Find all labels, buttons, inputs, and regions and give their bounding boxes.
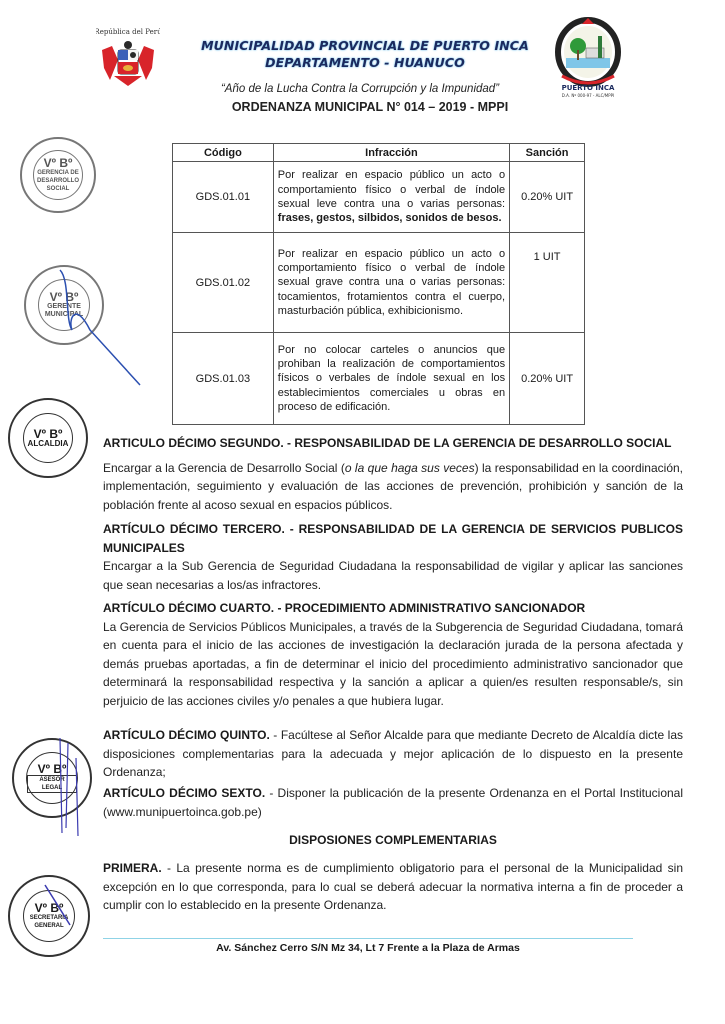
article-heading: ARTICULO DÉCIMO SEGUNDO. - RESPONSABILIDAD DE LA GERENCIA DE DESARROLLO SOCIAL <box>103 436 672 450</box>
infraction-text: Por realizar en espacio público un acto o comportamiento físico o verbal de índole sexual leve contra una o varias personas: <box>277 169 506 210</box>
article-15 <box>103 726 683 782</box>
signature-gerente-municipal <box>40 260 150 390</box>
infractions-table <box>172 143 585 425</box>
infraction-description: Por realizar en espacio público un acto o comportamiento físico o verbal de índole sexual grave contra una o varias personas: tocamientos, frotamientos contra el cuerpo, masturbación pública, exhibicionismo. <box>273 233 509 333</box>
provision-label: PRIMERA. <box>103 861 162 875</box>
article-body: - Disponer la publicación de la presente Ordenanza en el Portal Institucional (www.munipuertoinca.gob.pe) <box>103 786 684 819</box>
complementary-first <box>103 859 683 915</box>
table-header-row <box>173 144 585 162</box>
complementary-provisions-heading: DISPOSIONES COMPLEMENTARIAS <box>289 833 497 847</box>
article-body: La Gerencia de Servicios Públicos Municipales, a través de la Subgerencia de Seguridad Ciudadana, tomará en cuenta para el inicio de las acciones de investigación la declaración jurada de la persona afectada y demás pruebas aportadas, a fin de determinar el inicio del procedimiento administrativo sancionador que determinará la responsabilidad respectiva y la sanción a aplicar a quien/es resulten responsable/s, sin perjuicio de las acciones civiles y/o penales a que hubiera lugar. <box>103 619 683 708</box>
provision-body: - La presente norma es de cumplimiento obligatorio para el personal de la Municipalidad sin excepción en lo que corresponda, para lo cual se deberá adecuar la normativa interna a fin de proceder a cumplir con lo establecido en la presente Ordenanza. <box>103 861 683 913</box>
table-row <box>173 333 585 425</box>
infraction-sanction: 0.20% UIT <box>510 333 585 425</box>
table-row <box>173 162 585 233</box>
column-header-infraction: Infracción <box>273 144 509 162</box>
infraction-code: GDS.01.02 <box>173 233 274 333</box>
stamp-approval-mark: Vº Bº <box>37 762 67 776</box>
column-header-sanction: Sanción <box>510 144 585 162</box>
svg-text:PUERTO INCA: PUERTO INCA <box>561 84 615 92</box>
svg-text:República del Perú: República del Perú <box>96 28 160 36</box>
year-motto: “Año de la Lucha Contra la Corrupción y la Impunidad” <box>220 83 500 95</box>
org-department: DEPARTAMENTO - HUANUCO <box>265 55 465 70</box>
stamp-approval-mark: Vº Bº <box>34 901 64 915</box>
article-text: Encargar a la Gerencia de Desarrollo Social ( <box>103 460 345 475</box>
infraction-examples: frases, gestos, silbidos, sonidos de besos. <box>277 212 502 225</box>
infraction-code: GDS.01.03 <box>173 333 274 425</box>
infraction-code: GDS.01.01 <box>173 162 274 233</box>
article-heading: ARTÍCULO DÉCIMO QUINTO. <box>103 728 270 742</box>
infraction-sanction: 0.20% UIT <box>510 162 585 233</box>
article-italic-text: o la que haga sus veces <box>344 460 475 475</box>
footer-divider <box>103 938 633 939</box>
infraction-sanction: 1 UIT <box>510 233 585 333</box>
stamp-approval-mark: Vº Bº <box>33 427 63 441</box>
article-12 <box>103 434 683 514</box>
puerto-inca-municipal-logo <box>548 14 628 100</box>
article-body <box>103 459 683 515</box>
signature-asesor-legal <box>50 738 90 838</box>
stamp-approval-mark: Vº Bº <box>49 290 79 304</box>
peru-coat-of-arms-logo <box>96 20 160 90</box>
infraction-description: Por no colocar carteles o anuncios que prohiban la realización de comportamientos físicos o verbales de índole sexual en los establecimientos comerciales u obras en proceso de edificación. <box>273 333 509 425</box>
article-16 <box>103 784 683 821</box>
svg-text:D.A. Nº 000-97 - ALC/MPPI: D.A. Nº 000-97 - ALC/MPPI <box>561 93 615 98</box>
stamp-role: ALCALDIA <box>27 439 69 448</box>
article-heading: ARTÍCULO DÉCIMO CUARTO. - PROCEDIMIENTO ADMINISTRATIVO SANCIONADOR <box>103 601 586 615</box>
stamp-approval-mark: Vº Bº <box>43 156 73 170</box>
stamp-role: GERENTE MUNICIPAL <box>44 303 84 318</box>
article-body: Encargar a la Sub Gerencia de Seguridad Ciudadana la responsabilidad de vigilar y aplicar las sanciones que sean necesarias a los/as infractores. <box>103 559 683 592</box>
article-heading: ARTÍCULO DÉCIMO TERCERO. - RESPONSABILIDAD DE LA GERENCIA DE SERVICIOS PUBLICOS MUNICIPALES <box>103 522 683 555</box>
article-14 <box>103 599 683 711</box>
signature-secretaria-general <box>40 880 80 940</box>
article-heading: ARTÍCULO DÉCIMO SEXTO. <box>103 786 266 800</box>
article-body: - Facúltese al Señor Alcalde para que mediante Decreto de Alcaldía dicte las disposiciones complementarias para la adecuada y mejor aplicación de lo dispuesto en la presente Ordenanza; <box>103 728 683 780</box>
article-text: ) la responsabilidad en la coordinación, implementación, seguimiento y evaluación de las acciones de prevención, prohibición y sanción de la población frente al acoso sexual en espacios públicos. <box>103 460 683 512</box>
org-title: MUNICIPALIDAD PROVINCIAL DE PUERTO INCA <box>201 38 529 53</box>
stamp-role: GERENCIA DE DESARROLLO SOCIAL <box>37 170 79 192</box>
ordinance-number: ORDENANZA MUNICIPAL N° 014 – 2019 - MPPI <box>231 100 509 114</box>
footer-address: Av. Sánchez Cerro S/N Mz 34, Lt 7 Frente a la Plaza de Armas <box>216 942 520 954</box>
article-13 <box>103 520 683 594</box>
infraction-description <box>273 162 509 233</box>
stamp-alcaldia <box>8 398 88 478</box>
table-row <box>173 233 585 333</box>
stamp-role: SECRETARIA GENERAL <box>29 915 69 929</box>
stamp-gerencia-desarrollo-social <box>20 137 96 213</box>
column-header-code: Código <box>173 144 274 162</box>
stamp-role: ASESOR LEGAL <box>27 775 77 793</box>
